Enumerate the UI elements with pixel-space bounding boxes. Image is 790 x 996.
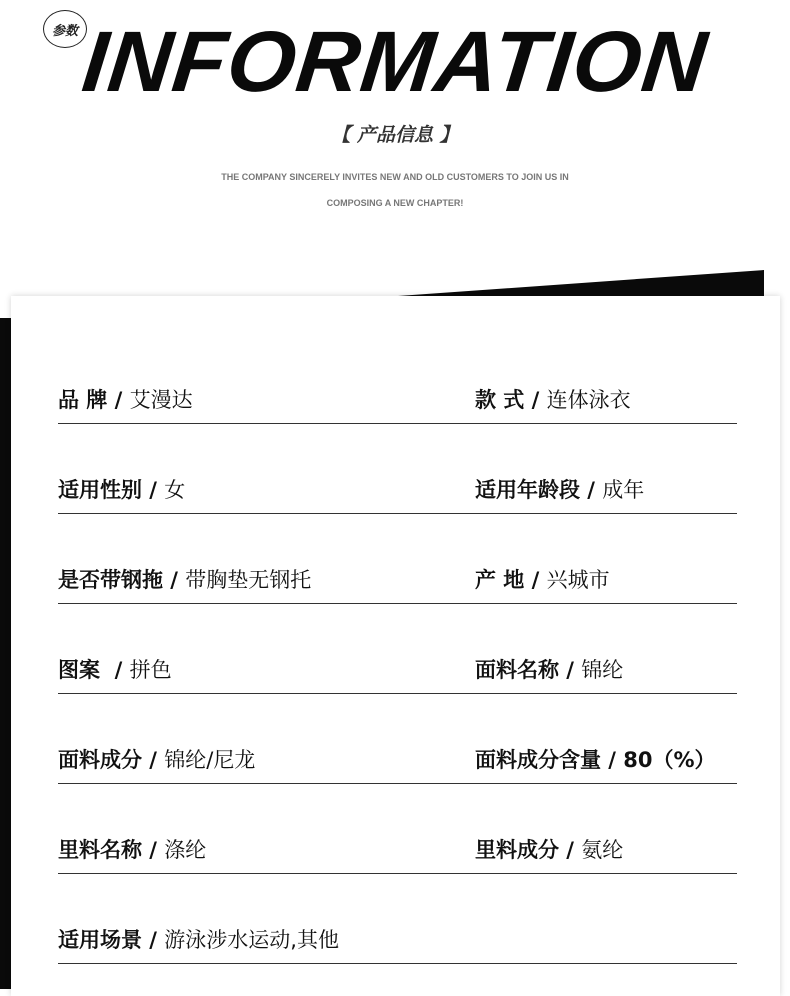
spec-item: 适用年龄段 / 成年: [475, 478, 645, 502]
spec-item: 面料成分含量 / 80（%）: [475, 748, 716, 772]
spec-card: [11, 296, 780, 996]
parameters-badge: 参数: [43, 10, 87, 48]
spec-row: [58, 693, 737, 784]
spec-item: 图案 / 拼色: [58, 658, 172, 682]
spec-item: 适用性别 / 女: [58, 478, 186, 502]
spec-item: 里料名称 / 涤纶: [58, 838, 207, 862]
spec-item: 面料名称 / 锦纶: [475, 658, 624, 682]
spec-item: 是否带钢拖 / 带胸垫无钢托: [58, 568, 312, 592]
spec-row: [58, 873, 737, 964]
tagline-line-1: THE COMPANY SINCERELY INVITES NEW AND OLD CUSTOMERS TO JOIN US IN: [221, 172, 569, 182]
spec-item: 里料成分 / 氨纶: [475, 838, 624, 862]
spec-item: 产 地 / 兴城市: [475, 568, 610, 592]
spec-row: [58, 783, 737, 874]
section-subtitle: 【 产品信息 】: [331, 124, 459, 146]
spec-row: [58, 423, 737, 514]
spec-item: 面料成分 / 锦纶/尼龙: [58, 748, 256, 772]
left-decor-bar: [0, 318, 11, 989]
spec-row: [58, 603, 737, 694]
page-title: INFORMATION: [78, 14, 712, 110]
spec-item: 适用场景 / 游泳涉水运动,其他: [58, 928, 339, 952]
spec-item: 款 式 / 连体泳衣: [475, 388, 631, 412]
spec-row: [58, 513, 737, 604]
spec-row: [58, 333, 737, 424]
tagline-line-2: COMPOSING A NEW CHAPTER!: [326, 198, 464, 208]
spec-item: 品 牌 / 艾漫达: [58, 388, 193, 412]
